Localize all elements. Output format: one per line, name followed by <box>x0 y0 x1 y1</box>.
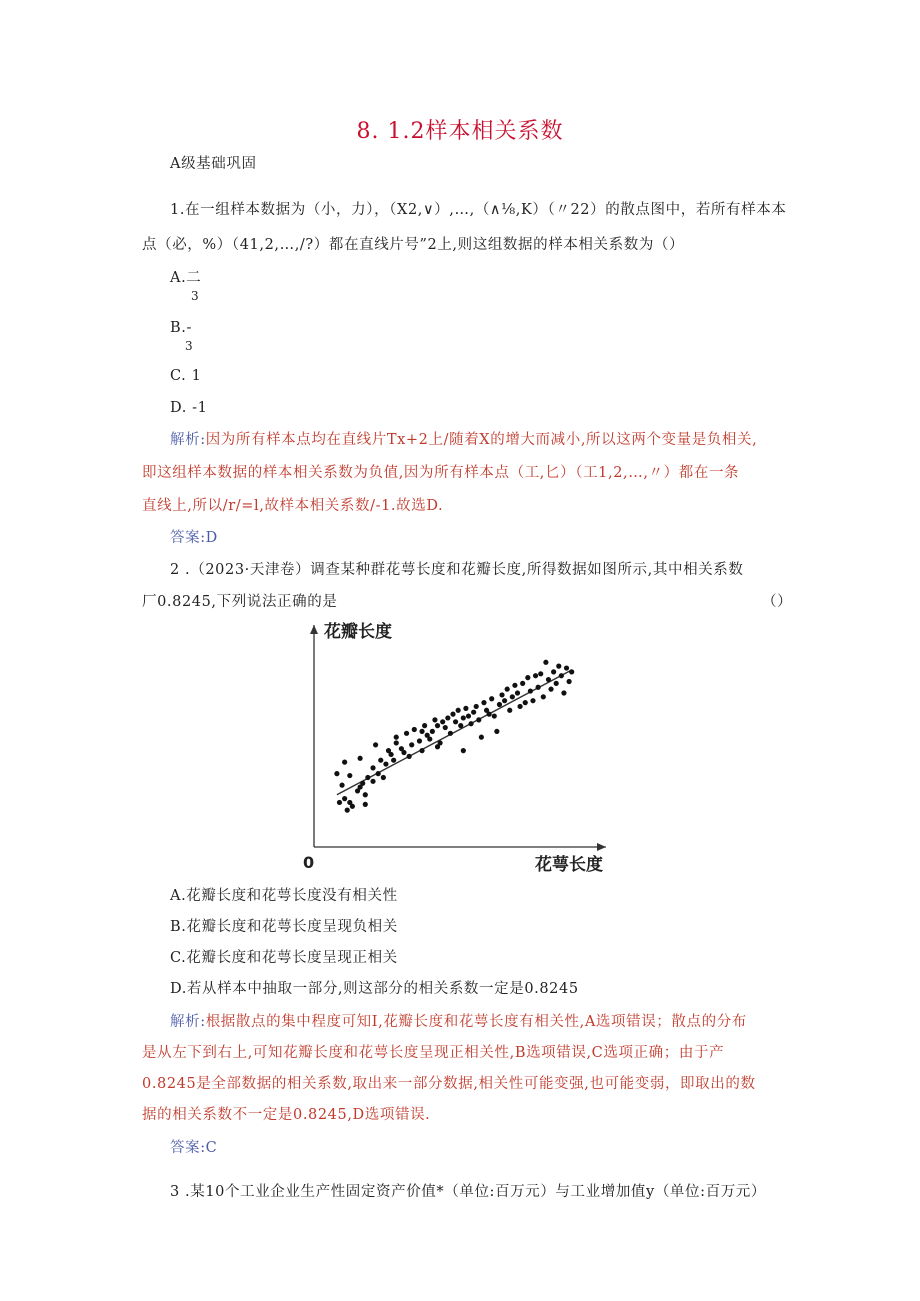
q1-stem-line1: 1.在一组样本数据为（小，力），（X2,∨）,…,（∧⅛,K）（〃22）的散点图中，若所有样本本 <box>170 202 787 218</box>
scatter-point <box>494 729 499 734</box>
scatter-point <box>438 740 443 745</box>
scatter-chart <box>290 615 620 880</box>
scatter-point <box>409 742 414 747</box>
q2-analysis-line4: 据的相关系数不一定是0.8245,D选项错误. <box>142 1107 431 1123</box>
scatter-point <box>458 723 463 728</box>
scatter-point <box>559 673 564 678</box>
scatter-point <box>373 742 378 747</box>
scatter-point <box>476 717 481 722</box>
q1-stem-line2: 点（必，%）（41,2,…,/?）都在直线片号”2上,则这组数据的样本相关系数为（） <box>142 237 685 253</box>
q1-option-a-denominator: 3 <box>191 289 199 303</box>
scatter-point <box>466 713 471 718</box>
scatter-point <box>567 679 572 684</box>
q1-option-a: A.二 <box>170 270 202 286</box>
q2-analysis-text1: 根据散点的集中程度可知I,花瓣长度和花萼长度有相关性,A选项错误；散点的分布 <box>205 1014 747 1030</box>
scatter-point <box>481 700 486 705</box>
scatter-point <box>528 688 533 693</box>
q1-analysis-line3: 直线上,所以/r/=l,故样本相关系数/-1.故选D. <box>142 498 444 514</box>
q1-option-d: D. -1 <box>170 400 208 416</box>
scatter-point <box>548 687 553 692</box>
scatter-point <box>536 685 541 690</box>
q1-answer: 答案:D <box>170 530 218 546</box>
scatter-point <box>370 779 375 784</box>
scatter-point <box>561 690 566 695</box>
scatter-point <box>479 735 484 740</box>
scatter-point <box>412 727 417 732</box>
scatter-point <box>376 771 381 776</box>
scatter-point <box>530 698 535 703</box>
q2-answer-paren: （） <box>762 594 793 610</box>
scatter-point <box>363 802 368 807</box>
q1-option-b-denominator: 3 <box>185 339 193 353</box>
scatter-point <box>474 704 479 709</box>
scatter-point <box>363 792 368 797</box>
scatter-point <box>358 756 363 761</box>
scatter-point <box>432 717 437 722</box>
scatter-point <box>520 681 525 686</box>
scatter-point <box>461 715 466 720</box>
scatter-point <box>443 725 448 730</box>
q1-analysis-label: 解析: <box>170 432 206 448</box>
scatter-point <box>461 748 466 753</box>
scatter-point <box>569 669 574 674</box>
scatter-point <box>448 731 453 736</box>
scatter-point <box>401 750 406 755</box>
scatter-point <box>523 700 528 705</box>
scatter-point <box>430 729 435 734</box>
scatter-point <box>468 721 473 726</box>
x-axis-label: 花萼长度 <box>535 855 603 875</box>
scatter-point <box>381 775 386 780</box>
scatter-point <box>445 715 450 720</box>
scatter-point <box>512 683 517 688</box>
scatter-point <box>510 694 515 699</box>
q2-stem-line2: 厂0.8245,下列说法正确的是 <box>142 594 338 610</box>
chart-axes <box>310 625 606 851</box>
x-axis-arrow <box>597 843 606 851</box>
scatter-point <box>337 800 342 805</box>
q2-stem-line1: 2 .（2023·天津卷）调查某种群花萼长度和花瓣长度,所得数据如图所示,其中相关系数 <box>170 562 744 578</box>
scatter-point <box>497 702 502 707</box>
scatter-point <box>345 808 350 813</box>
y-axis-arrow <box>310 625 318 634</box>
scatter-point <box>525 675 530 680</box>
q2-analysis-line1 <box>170 1012 747 1032</box>
scatter-point <box>453 719 458 724</box>
scatter-point <box>515 690 520 695</box>
scatter-point <box>383 761 388 766</box>
scatter-point <box>342 760 347 765</box>
scatter-point <box>543 660 548 665</box>
scatter-points <box>334 660 574 813</box>
scatter-point <box>347 773 352 778</box>
scatter-point <box>541 694 546 699</box>
scatter-point <box>471 710 476 715</box>
q1-analysis-text1: 因为所有样本点均在直线片Tx+2上/随着X的增大而减小,所以这两个变量是负相关, <box>205 432 758 448</box>
scatter-point <box>419 729 424 734</box>
scatter-point <box>388 752 393 757</box>
scatter-point <box>533 673 538 678</box>
section-heading: A级基础巩固 <box>170 156 257 172</box>
scatter-point <box>350 804 355 809</box>
scatter-point <box>492 713 497 718</box>
q2-analysis-label: 解析: <box>170 1014 206 1030</box>
scatter-point <box>334 771 339 776</box>
scatter-point <box>422 723 427 728</box>
scatter-point <box>427 736 432 741</box>
q2-option-d: D.若从样本中抽取一部分,则这部分的相关系数一定是0.8245 <box>170 981 579 997</box>
scatter-point <box>551 669 556 674</box>
scatter-point <box>546 677 551 682</box>
y-axis-label: 花瓣长度 <box>324 622 392 642</box>
scatter-point <box>435 723 440 728</box>
q1-option-b: B.- <box>170 320 192 336</box>
scatter-point <box>502 698 507 703</box>
q1-analysis-line2: 即这组样本数据的样本相关系数为负值,因为所有样本点（工,匕）（工1,2,…,〃）都在一条 <box>142 465 740 481</box>
q2-analysis-line3: 0.8245是全部数据的相关系数,取出来一部分数据,相关性可能变强,也可能变弱，即取出的数 <box>142 1076 756 1092</box>
scatter-point <box>342 796 347 801</box>
q1-analysis-line1 <box>170 430 757 450</box>
scatter-point <box>394 740 399 745</box>
scatter-point <box>463 706 468 711</box>
scatter-point <box>391 758 396 763</box>
scatter-point <box>407 754 412 759</box>
page-title: 8. 1.2样本相关系数 <box>356 119 564 144</box>
scatter-point <box>450 712 455 717</box>
scatter-point <box>404 731 409 736</box>
scatter-point <box>419 748 424 753</box>
q2-option-a: A.花瓣长度和花萼长度没有相关性 <box>170 888 398 904</box>
scatter-point <box>489 696 494 701</box>
scatter-point <box>564 665 569 670</box>
scatter-point <box>505 687 510 692</box>
scatter-point <box>517 704 522 709</box>
scatter-point <box>394 735 399 740</box>
q2-answer: 答案:C <box>170 1140 218 1156</box>
q2-option-c: C.花瓣长度和花萼长度呈现正相关 <box>170 950 398 966</box>
scatter-point <box>378 758 383 763</box>
scatter-point <box>556 664 561 669</box>
q2-option-b: B.花瓣长度和花萼长度呈现负相关 <box>170 919 398 935</box>
scatter-point <box>417 738 422 743</box>
scatter-point <box>365 775 370 780</box>
scatter-point <box>507 708 512 713</box>
scatter-point <box>370 765 375 770</box>
scatter-point <box>456 708 461 713</box>
scatter-point <box>499 692 504 697</box>
scatter-point <box>339 783 344 788</box>
q1-option-c: C. 1 <box>170 368 202 384</box>
scatter-point <box>440 719 445 724</box>
scatter-point <box>538 671 543 676</box>
scatter-point <box>360 781 365 786</box>
q3-stem-line1: 3 .某10个工业企业生产性固定资产价值*（单位:百万元）与工业增加值y（单位:百万元） <box>170 1184 767 1200</box>
scatter-point <box>554 681 559 686</box>
origin-label: 0 <box>303 853 315 872</box>
q2-analysis-line2: 是从左下到右上,可知花瓣长度和花萼长度呈现正相关性,B选项错误,C选项正确；由于产 <box>142 1045 725 1061</box>
scatter-point <box>487 712 492 717</box>
